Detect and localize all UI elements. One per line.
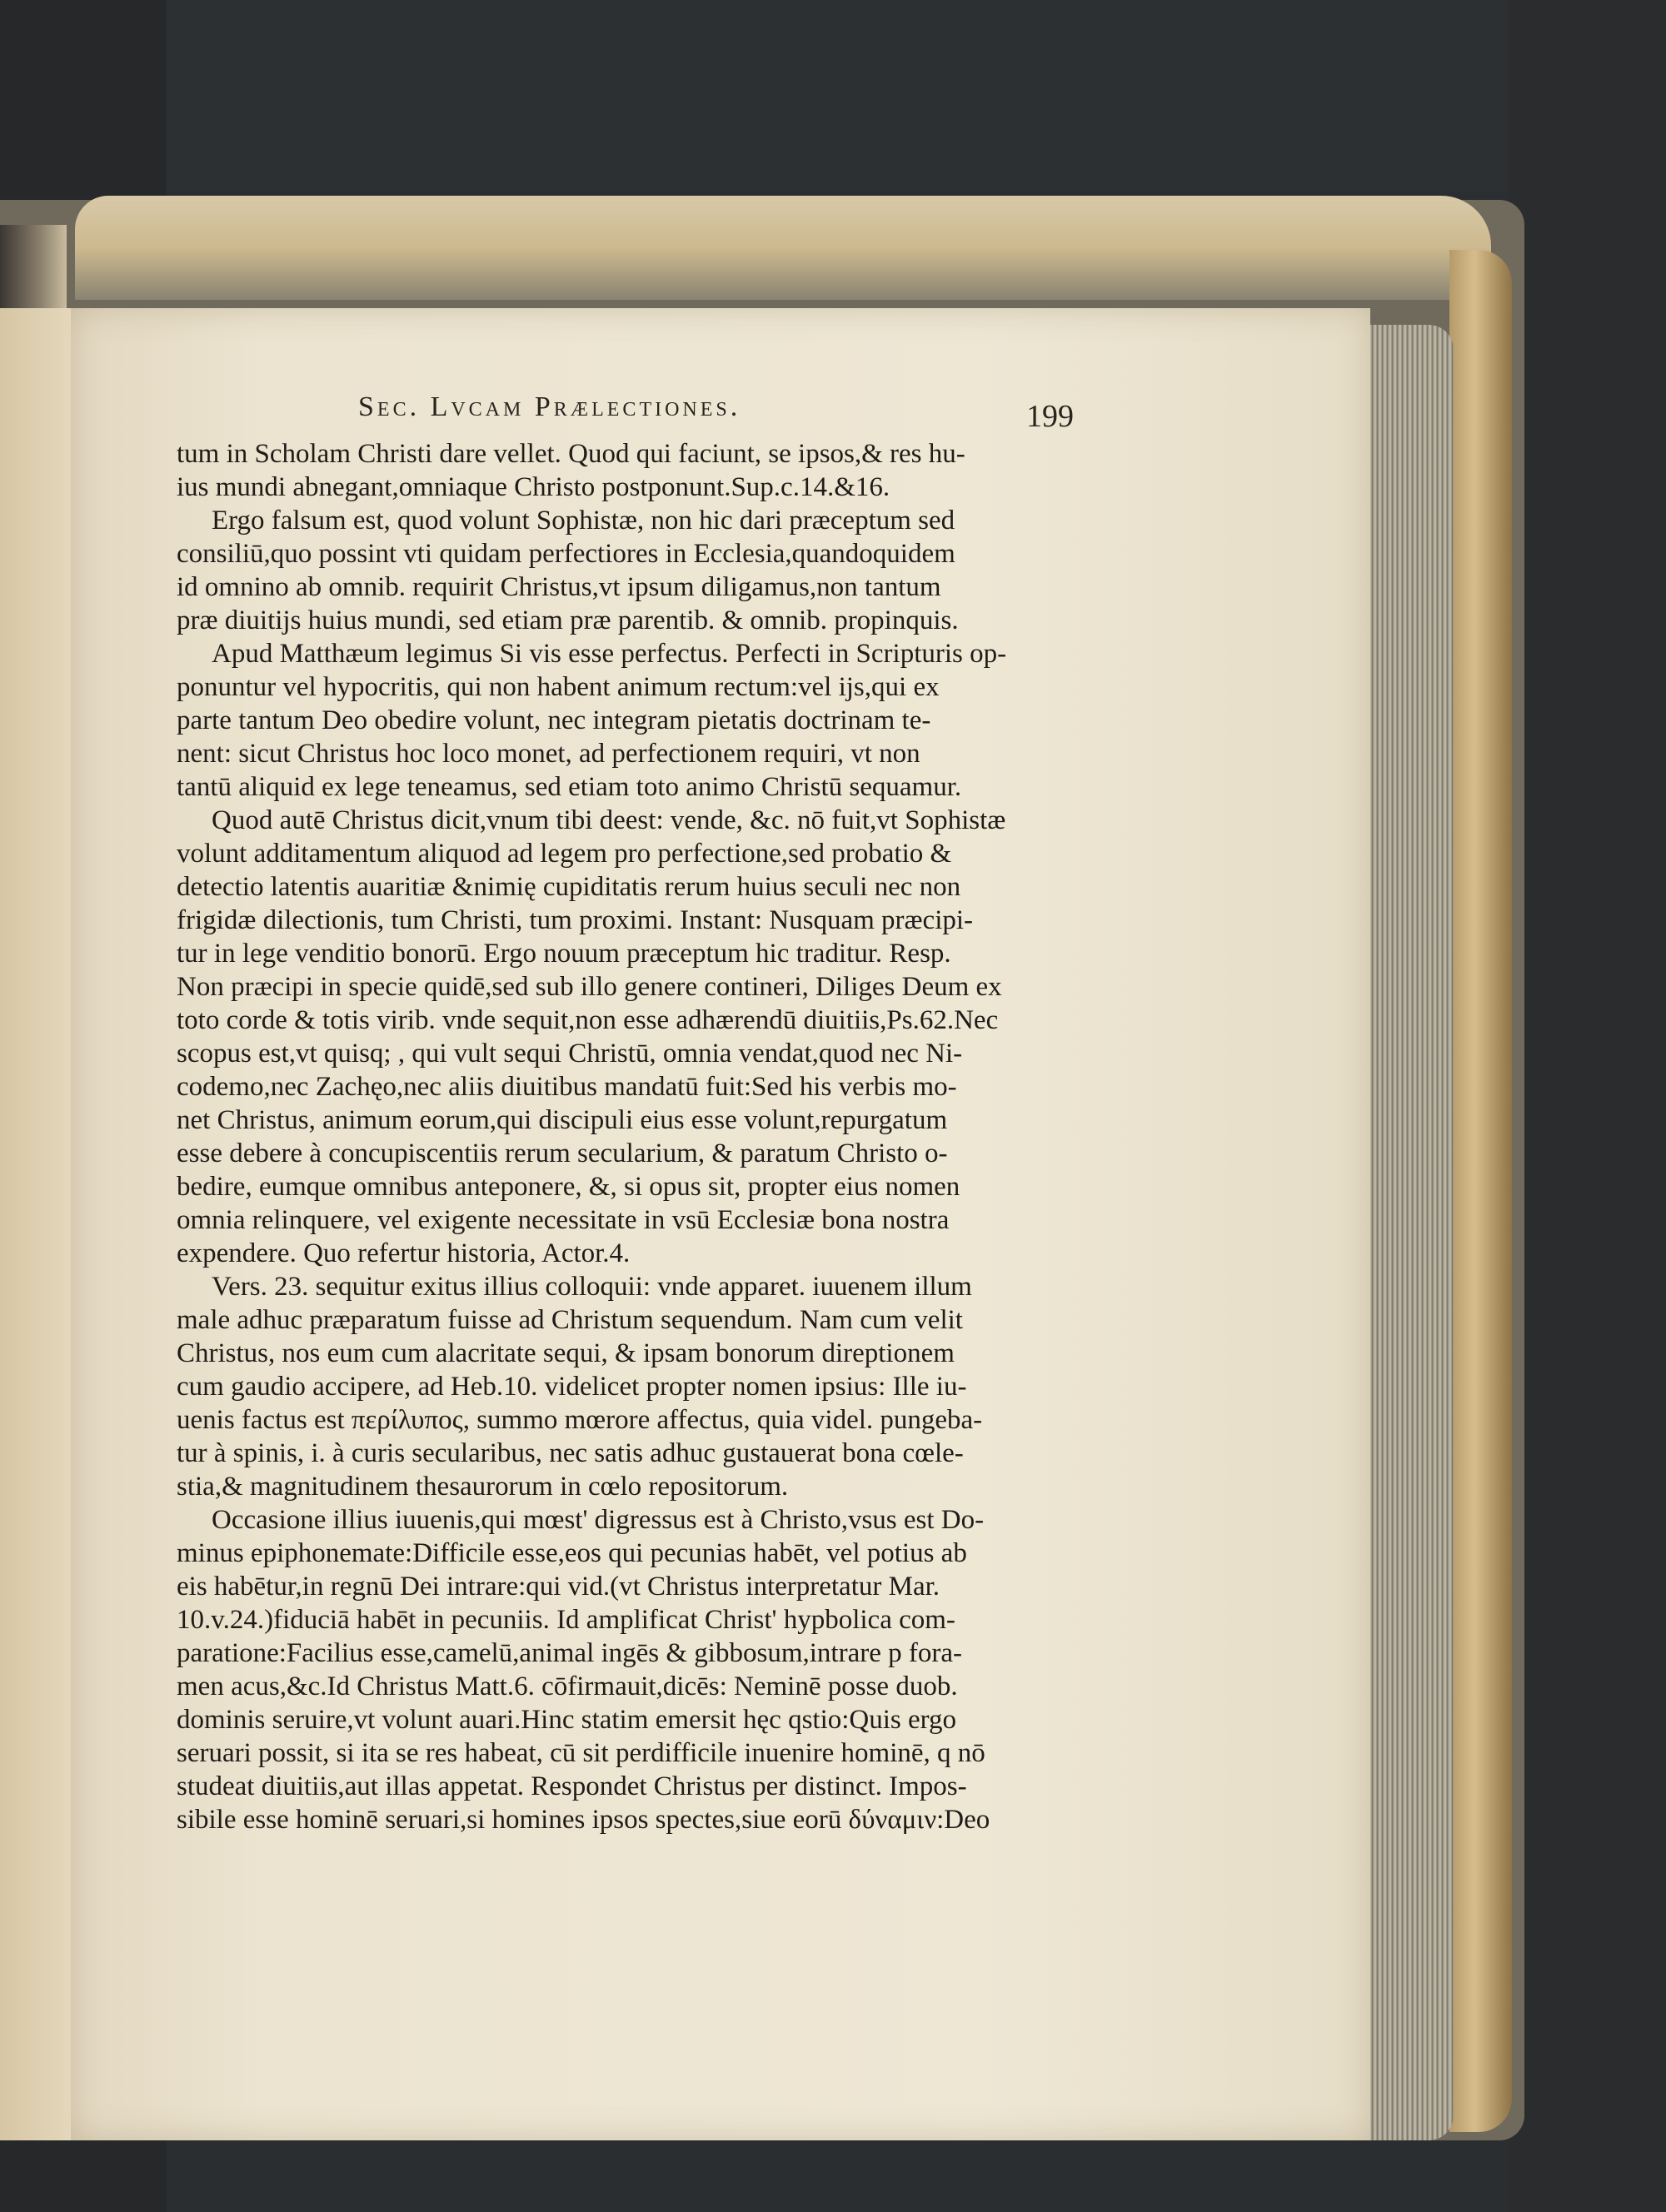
page-number: 199 bbox=[1026, 399, 1074, 434]
text-line: male adhuc præparatum fuisse ad Christum sequendum. Nam cum velit bbox=[177, 1305, 963, 1335]
text-line: nent: sicut Christus hoc loco monet, ad perfectionem requiri, vt non bbox=[177, 739, 920, 769]
text-line: paratione:Facilius esse,camelū,animal ingēs & gibbosum,intrare p fora- bbox=[177, 1638, 962, 1668]
text-line: Apud Matthæum legimus Si vis esse perfectus. Perfecti in Scripturis op- bbox=[212, 639, 1007, 669]
text-line: bedire, eumque omnibus anteponere, &, si opus sit, propter eius nomen bbox=[177, 1172, 960, 1202]
text-line: consiliū,quo possint vti quidam perfectiores in Ecclesia,quandoquidem bbox=[177, 539, 955, 569]
text-line: Christus, nos eum cum alacritate sequi, & ipsam bonorum direptionem bbox=[177, 1338, 955, 1368]
text-line: scopus est,vt quisq; , qui vult sequi Christū, omnia vendat,quod nec Ni- bbox=[177, 1039, 963, 1069]
text-line: dominis seruire,vt volunt auari.Hinc statim emersit hęc qstio:Quis ergo bbox=[177, 1705, 957, 1735]
body-text bbox=[177, 437, 1085, 1836]
text-line: ponuntur vel hypocritis, qui non habent animum rectum:vel ijs,qui ex bbox=[177, 672, 940, 702]
text-line: Non præcipi in specie quidē,sed sub illo genere contineri, Diliges Deum ex bbox=[177, 972, 1002, 1002]
text-line: præ diuitijs huius mundi, sed etiam præ parentib. & omnib. propinquis. bbox=[177, 605, 959, 635]
text-line: codemo,nec Zachęo,nec aliis diuitibus mandatū fuit:Sed his verbis mo- bbox=[177, 1072, 957, 1102]
facing-page-edge bbox=[0, 308, 71, 2140]
text-line: id omnino ab omnib. requirit Christus,vt ipsum diligamus,non tantum bbox=[177, 572, 941, 602]
text-line: frigidæ dilectionis, tum Christi, tum proximi. Instant: Nusquam præcipi- bbox=[177, 905, 974, 935]
text-line: sibile esse hominē seruari,si homines ipsos spectes,siue eorū δύναμιν:Deo bbox=[177, 1805, 990, 1835]
text-line: esse debere à concupiscentiis rerum secularium, & paratum Christo o- bbox=[177, 1138, 948, 1168]
running-head: Sec. Lvcam Prælectiones. bbox=[358, 391, 741, 422]
backdrop-right bbox=[1508, 0, 1666, 2212]
text-line: stia,& magnitudinem thesaurorum in cœlo repositorum. bbox=[177, 1472, 789, 1502]
text-line: expendere. Quo refertur historia, Actor.4. bbox=[177, 1238, 631, 1268]
text-line: Ergo falsum est, quod volunt Sophistæ, non hic dari præceptum sed bbox=[212, 506, 955, 536]
cover-edge bbox=[1449, 250, 1512, 2132]
text-line: tantū aliquid ex lege teneamus, sed etiam toto animo Christū sequamur. bbox=[177, 772, 962, 802]
text-line: 10.v.24.)fiduciā habēt in pecuniis. Id amplificat Christ' hypbolica com- bbox=[177, 1605, 955, 1635]
text-line: Occasione illius iuuenis,qui mœst' digressus est à Christo,vsus est Do- bbox=[212, 1505, 985, 1535]
text-line: ius mundi abnegant,omniaque Christo postponunt.Sup.c.14.&16. bbox=[177, 472, 890, 502]
book-top-edge bbox=[75, 196, 1491, 300]
text-line: Quod autē Christus dicit,vnum tibi deest: vende, &c. nō fuit,vt Sophistæ bbox=[212, 805, 1006, 835]
text-line: parte tantum Deo obedire volunt, nec integram pietatis doctrinam te- bbox=[177, 705, 931, 735]
text-line: cum gaudio accipere, ad Heb.10. videlicet propter nomen ipsius: Ille iu- bbox=[177, 1372, 967, 1402]
text-line: tum in Scholam Christi dare vellet. Quod qui faciunt, se ipsos,& res hu- bbox=[177, 439, 965, 469]
text-line: detectio latentis auaritiæ &nimię cupiditatis rerum huius seculi nec non bbox=[177, 872, 961, 902]
backdrop-top bbox=[0, 0, 1666, 192]
text-line: net Christus, animum eorum,qui discipuli eius esse volunt,repurgatum bbox=[177, 1105, 948, 1135]
text-line: tur in lege venditio bonorū. Ergo nouum præceptum hic traditur. Resp. bbox=[177, 939, 951, 969]
text-line: eis habētur,in regnū Dei intrare:qui vid.(vt Christus interpretatur Mar. bbox=[177, 1572, 940, 1602]
text-line: volunt additamentum aliquod ad legem pro perfectione,sed probatio & bbox=[177, 839, 952, 869]
text-line: tur à spinis, i. à curis secularibus, nec satis adhuc gustauerat bona cœle- bbox=[177, 1438, 964, 1468]
text-line: Vers. 23. sequitur exitus illius colloquii: vnde apparet. iuuenem illum bbox=[212, 1272, 972, 1302]
text-line: uenis factus est περίλυπος, summo mœrore affectus, quia videl. pungeba- bbox=[177, 1405, 983, 1435]
text-line: studeat diuitiis,aut illas appetat. Respondet Christus per distinct. Impos- bbox=[177, 1771, 967, 1801]
page-edges bbox=[1358, 325, 1454, 2140]
text-line: minus epiphonemate:Difficile esse,eos qui pecunias habēt, vel potius ab bbox=[177, 1538, 967, 1568]
text-line: seruari possit, si ita se res habeat, cū sit perdifficile inuenire hominē, q nō bbox=[177, 1738, 985, 1768]
text-line: men acus,&c.Id Christus Matt.6. cōfirmauit,dicēs: Neminē posse duob. bbox=[177, 1671, 958, 1701]
text-line: toto corde & totis virib. vnde sequit,non esse adhærendū diuitiis,Ps.62.Nec bbox=[177, 1005, 999, 1035]
text-line: omnia relinquere, vel exigente necessitate in vsū Ecclesiæ bona nostra bbox=[177, 1205, 950, 1235]
